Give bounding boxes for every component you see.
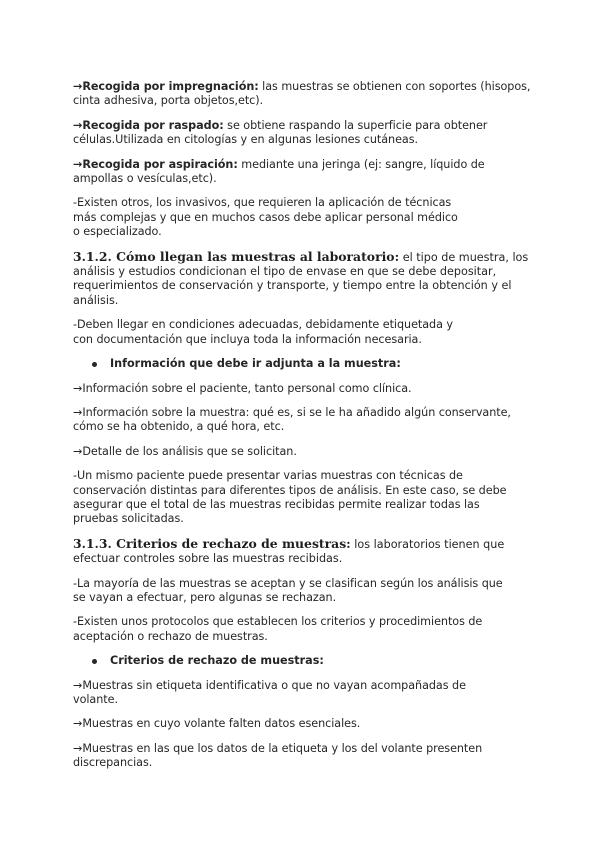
bullet-text: Criterios de rechazo de muestras:	[110, 654, 324, 668]
paragraph-condiciones	[73, 318, 535, 347]
section-title: 3.1.2. Cómo llegan las muestras al laboratorio:	[73, 248, 400, 264]
bullet-criterios-rechazo	[73, 654, 535, 668]
bullet-dot-icon	[92, 659, 97, 664]
paragraph-info-paciente	[73, 382, 535, 396]
section-heading-3-1-3	[73, 537, 535, 567]
document-page	[73, 80, 535, 781]
section-heading-3-1-2	[73, 250, 535, 309]
bullet-informacion-adjunta	[73, 357, 535, 371]
paragraph-mismo-paciente	[73, 469, 535, 527]
paragraph-invasivos	[73, 196, 535, 239]
paragraph-text: -Deben llegar en condiciones adecuadas, debidamente etiquetada y con documentación que incluya toda la información necesaria.	[73, 318, 453, 346]
paragraph-discrepancias	[73, 742, 535, 771]
section-intro-text: los laboratorios tienen que efectuar controles sobre las muestras recibidas.	[73, 537, 505, 566]
paragraph-text: →Muestras sin etiqueta identificativa o que no vayan acompañadas de volante.	[73, 678, 466, 706]
paragraph-text: →Muestras en las que los datos de la etiqueta y los del volante presenten discrepancias.	[73, 741, 483, 770]
paragraph-text: -Un mismo paciente puede presentar varias muestras con técnicas de conservación distintas para diferentes tipos de análisis. En este caso, se debe asegurar que el total de las muestras recibidas permite realizar todas las pruebas solicitadas.	[73, 469, 507, 526]
paragraph-aspiracion	[73, 158, 535, 187]
paragraph-text: →Muestras en cuyo volante falten datos esenciales.	[73, 717, 361, 731]
paragraph-sin-etiqueta	[73, 679, 535, 708]
paragraph-text: se obtiene raspando la superficie para obtener células.Utilizada en citologías y en algunas lesiones cutáneas.	[73, 118, 488, 147]
paragraph-impregnacion	[73, 80, 535, 109]
paragraph-lead: →Recogida por aspiración:	[73, 157, 238, 171]
section-title: 3.1.3. Criterios de rechazo de muestras:	[73, 535, 351, 551]
paragraph-detalle-analisis	[73, 445, 535, 459]
paragraph-falten-datos	[73, 717, 535, 731]
paragraph-text: las muestras se obtienen con soportes (hisopos, cinta adhesiva, porta objetos,etc).	[73, 80, 531, 108]
bullet-text: Información que debe ir adjunta a la muestra:	[110, 357, 401, 371]
paragraph-text: -Existen otros, los invasivos, que requieren la aplicación de técnicas más complejas y que en muchos casos debe aplicar personal médico o especializado.	[73, 196, 458, 239]
paragraph-info-muestra	[73, 406, 535, 435]
paragraph-lead: →Recogida por impregnación:	[73, 80, 259, 93]
paragraph-text: →Información sobre el paciente, tanto personal como clínica.	[73, 381, 412, 395]
paragraph-text: -La mayoría de las muestras se aceptan y se clasifican según los análisis que se vayan a efectuar, pero algunas se rechazan.	[73, 576, 503, 604]
bullet-dot-icon	[92, 362, 97, 367]
paragraph-text: -Existen unos protocolos que establecen los criterios y procedimientos de aceptación o rechazo de muestras.	[73, 615, 483, 643]
paragraph-lead: →Recogida por raspado:	[73, 118, 224, 132]
paragraph-raspado	[73, 119, 535, 148]
paragraph-text: mediante una jeringa (ej: sangre, líquido de ampollas o vesículas,etc).	[73, 157, 485, 186]
section-intro-text: el tipo de muestra, los análisis y estudios condicionan el tipo de envase en que se debe depositar, requerimientos de conservación y transporte, y tiempo entre la obtención y el análisis.	[73, 250, 529, 307]
paragraph-protocolos	[73, 615, 535, 644]
paragraph-text: →Detalle de los análisis que se solicitan.	[73, 444, 297, 458]
paragraph-mayoria-aceptan	[73, 577, 535, 606]
paragraph-text: →Información sobre la muestra: qué es, si se le ha añadido algún conservante, cómo se ha obtenido, a qué hora, etc.	[73, 405, 511, 434]
